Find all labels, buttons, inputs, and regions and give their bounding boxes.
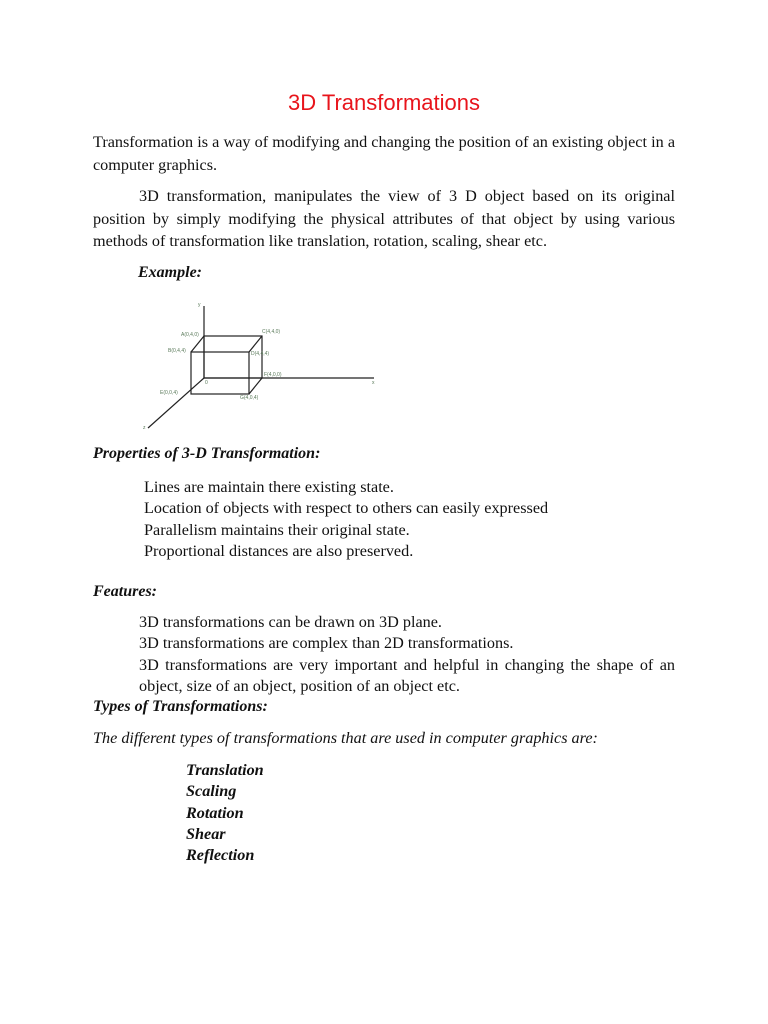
cube-edge	[191, 336, 204, 352]
vertex-label-a: A(0,4,0)	[181, 332, 199, 338]
cube-front-face	[191, 352, 249, 394]
list-item: Location of objects with respect to others can easily expressed	[144, 499, 549, 518]
vertex-label-c: C(4,4,0)	[262, 329, 281, 335]
cube-edge	[249, 336, 262, 352]
list-item: Proportional distances are also preserved.	[144, 541, 414, 560]
axis-x-label: x	[372, 380, 375, 386]
vertex-label-d: D(4,4,4)	[251, 351, 270, 357]
intro-paragraph: Transformation is a way of modifying and changing the position of an existing object in a computer graphics.	[93, 133, 675, 174]
list-item: Scaling	[186, 782, 237, 801]
z-axis	[148, 378, 204, 428]
list-item: Lines are maintain there existing state.	[144, 478, 394, 496]
features-list	[139, 612, 675, 697]
cube-edge	[249, 378, 262, 394]
description-paragraph: 3D transformation, manipulates the view of 3 D object based on its original position by simply modifying the physical attributes of that object by using various methods of transformation like translation, rotation, scaling, shear etc.	[93, 187, 675, 250]
cube-back-face	[204, 336, 262, 378]
types-list	[186, 760, 264, 866]
vertex-label-f: F(4,0,0)	[264, 372, 282, 378]
vertex-label-b: B(0,4,4)	[168, 348, 186, 354]
axis-z-label: z	[143, 425, 146, 431]
vertex-label-e: E(0,0,4)	[160, 390, 178, 396]
cube-diagram	[138, 296, 388, 436]
list-item: 3D transformations can be drawn on 3D plane.	[139, 613, 442, 631]
list-item: Shear	[186, 824, 226, 843]
list-item: 3D transformations are very important and helpful in changing the shape of an object, size of an object, position of an object etc.	[139, 655, 675, 695]
properties-heading: Properties of 3-D Transformation:	[93, 445, 321, 462]
example-heading: Example:	[138, 264, 202, 281]
features-heading: Features:	[93, 583, 157, 600]
types-heading: Types of Transformations:	[93, 698, 268, 715]
types-intro: The different types of transformations that are used in computer graphics are:	[93, 729, 598, 747]
properties-list	[144, 477, 548, 562]
list-item: Reflection	[186, 846, 255, 865]
list-item: Parallelism maintains their original state.	[144, 520, 410, 539]
list-item: Rotation	[186, 803, 244, 822]
vertex-label-g: G(4,0,4)	[240, 395, 259, 401]
axis-y-label: y	[198, 302, 201, 308]
origin-label: 0	[205, 380, 208, 386]
list-item: 3D transformations are complex than 2D transformations.	[139, 634, 514, 653]
page-title: 3D Transformations	[288, 90, 480, 115]
list-item: Translation	[186, 761, 264, 779]
